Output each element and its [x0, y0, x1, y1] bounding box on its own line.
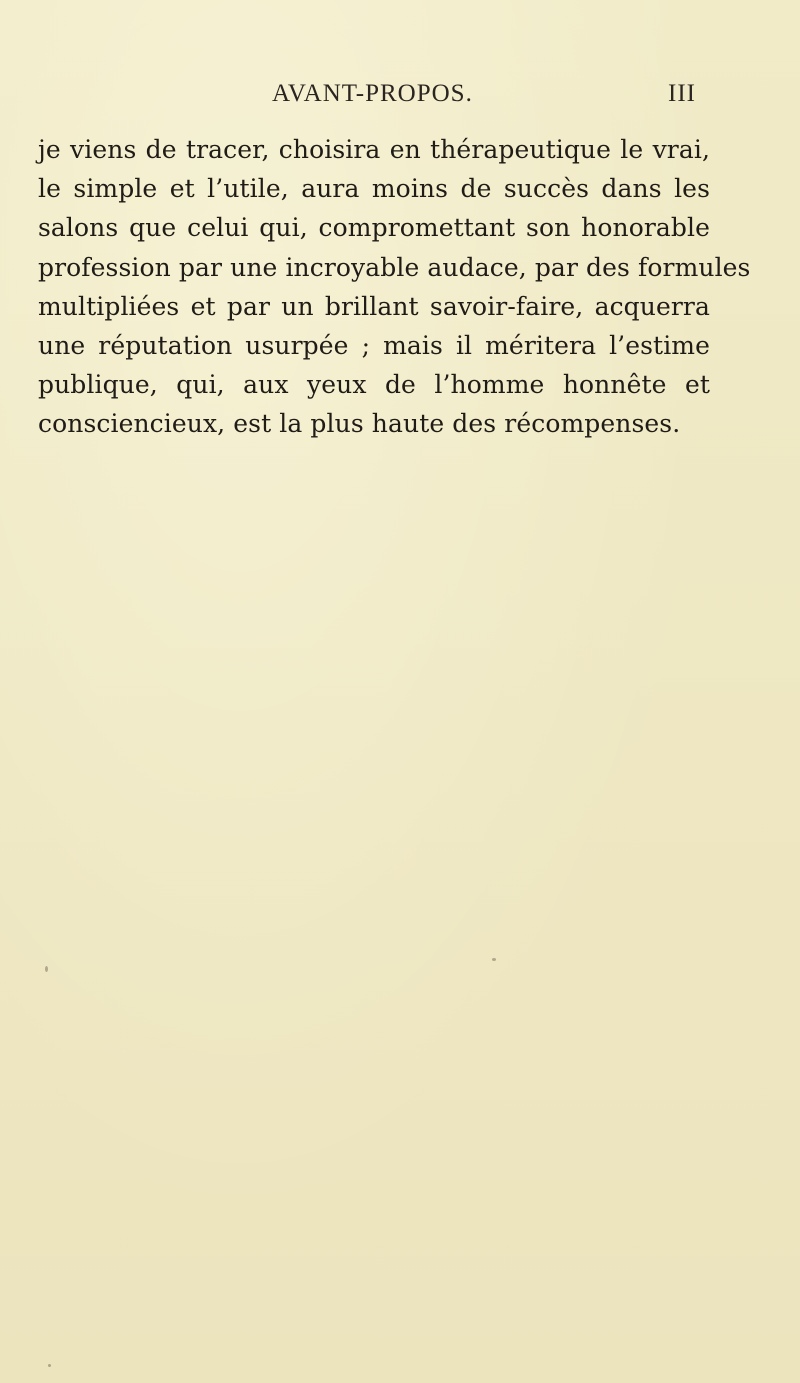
paper-speck: [45, 966, 48, 972]
text-line: consciencieux, est la plus haute des récompenses.: [38, 409, 681, 439]
page-header: [0, 80, 800, 114]
text-line: profession par une incroyable audace, par des formules: [38, 252, 751, 282]
text-line: le simple et l’utile, aura moins de succès dans les: [38, 174, 710, 204]
text-line: multipliées et par un brillant savoir-faire, acquerra: [38, 291, 710, 321]
body-text: [38, 130, 751, 444]
paper-speck: [48, 1364, 51, 1367]
running-title: AVANT-PROPOS.: [272, 80, 473, 107]
text-line: salons que celui qui, compromettant son honorable: [38, 213, 710, 243]
page-number: III: [668, 80, 696, 107]
text-line: publique, qui, aux yeux de l’homme honnête et: [38, 370, 710, 400]
paper-speck: [492, 958, 496, 961]
text-line: je viens de tracer, choisira en thérapeutique le vrai,: [38, 135, 710, 164]
text-line: une réputation usurpée ; mais il méritera l’estime: [38, 330, 710, 360]
